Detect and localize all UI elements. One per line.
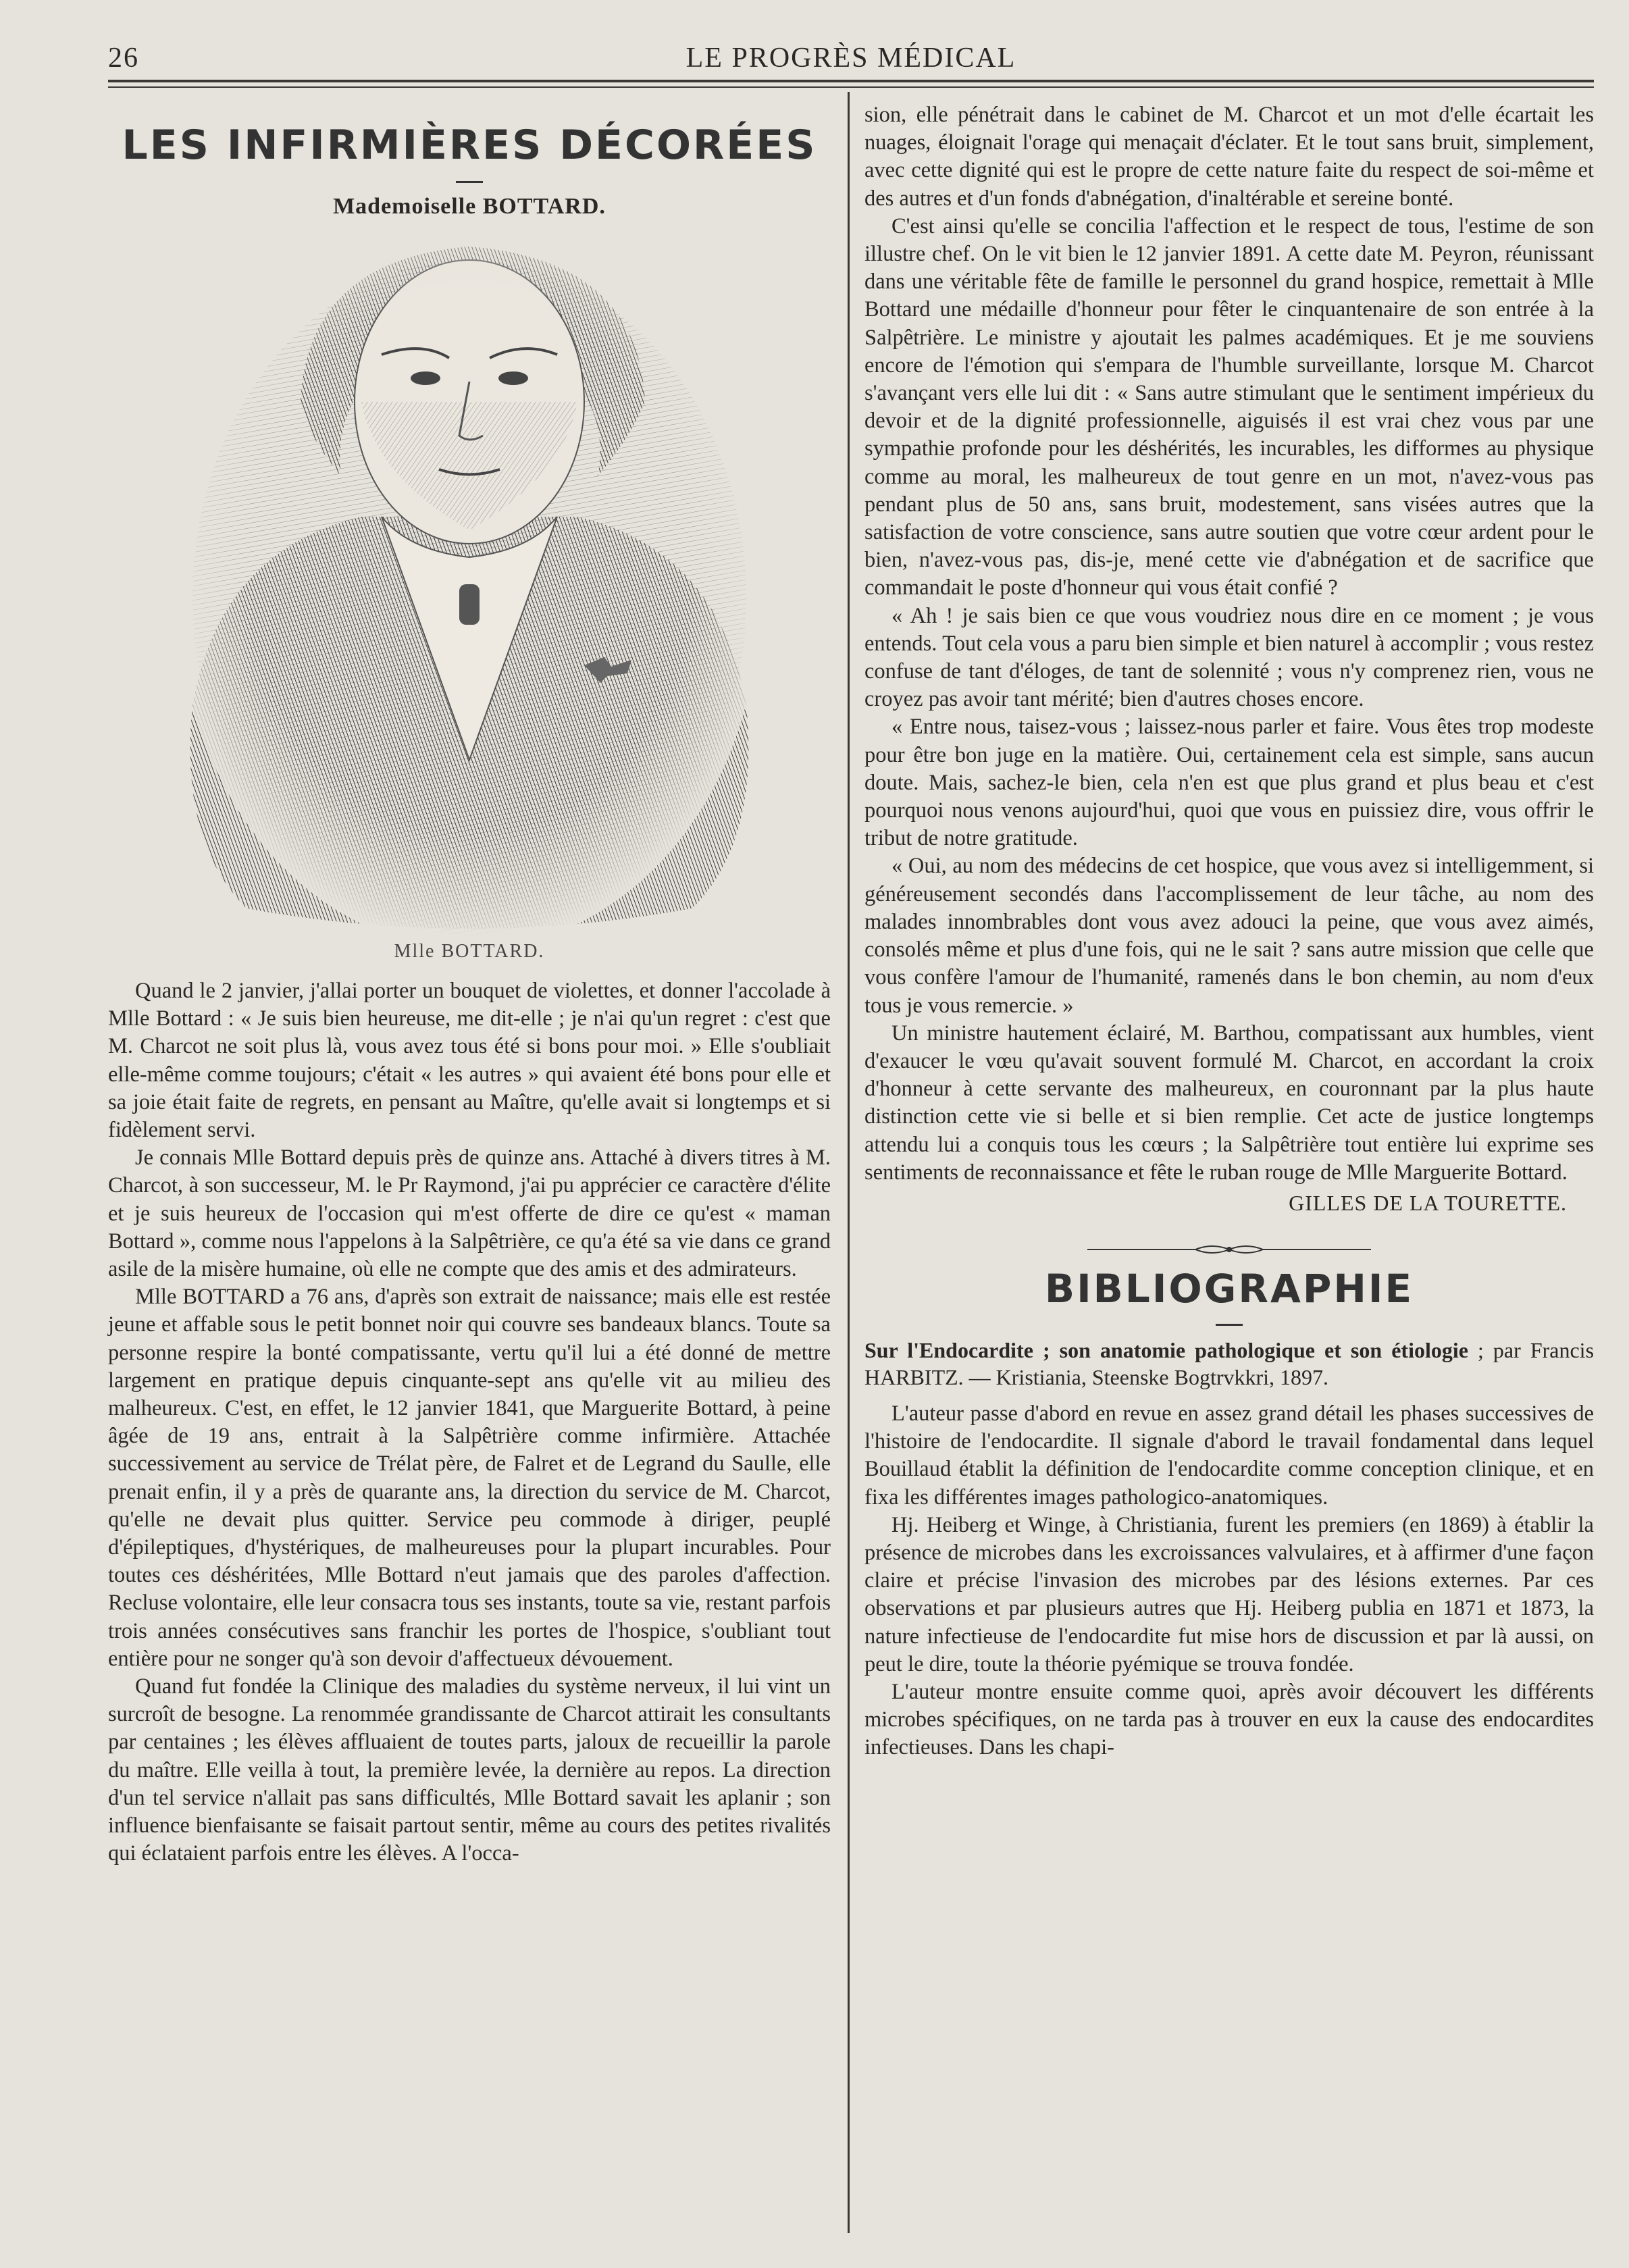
paragraph: Quand le 2 janvier, j'allai porter un bouquet de violettes, et donner l'accolade à Mlle Bottard : « Je suis bien heureuse, me dit-elle ; je n'ai qu'un regret : c'est que M. Charcot ne soit plus là, vous avez tous été si bons pour moi. » Elle s'oubliait elle-même comme toujours; c'était « les autres » qui avaient été bons pour elle et sa joie était faite de regrets, en pensant au Maître, qu'elle avait si longtemps et si fidèlement servi. — [108, 979, 831, 1143]
title-dash — [456, 181, 483, 183]
paragraph: Un ministre hautement éclairé, M. Barthou, compatissant aux humbles, vient d'exaucer le vœu qu'avait souvent formulé M. Charcot, en accordant la croix d'honneur à cette servante des malheureux, en couronnant par la plus haute distinction cette vie si belle et si bien remplie. Cet acte de justice longtemps attendu lui a conquis tous les cœurs ; la Salpêtrière tout entière lui exprime ses sentiments de reconnaissance et fête le ruban rouge de Mlle Marguerite Bottard. — [864, 1021, 1594, 1185]
reference-title: Sur l'Endocardite ; son anatomie pathologique et son étiologie — [864, 1337, 1468, 1362]
paragraph: L'auteur passe d'abord en revue en assez grand détail les phases successives de l'histoire de l'endocardite. Il signale d'abord le travail fondamental dans lequel Bouillaud établit la définition de l'endocardite comme conception clinique, et en fixa les différentes images pathologico-anatomiques. — [864, 1401, 1594, 1510]
paragraph: Quand fut fondée la Clinique des maladies du système nerveux, il lui vint un surcroît de besogne. La renommée grandissante de Charcot attirait les consultants par centaines ; les élèves affluaient de toutes parts, jaloux de recueillir la parole du maître. Elle veilla à tout, la première levée, la dernière au repos. La direction d'un tel service n'allait pas sans difficultés, Mlle Bottard savait les aplanir ; son influence bienfaisante se faisait partout sentir, même au cours des petites rivalités qui éclataient parfois entre les élèves. A l'occa- — [108, 1674, 831, 1866]
paragraph: L'auteur montre ensuite comme quoi, après avoir découvert les différents microbes spécifiques, on ne tarda pas à trouver en eux la cause des endocardites infectieuses. Dans les chapi- — [864, 1679, 1594, 1760]
article-title: LES INFIRMIÈRES DÉCORÉES — [122, 122, 817, 169]
reference-details: ; par Francis HARBITZ. — Kristiania, Steenske Bogtrvkkri, 1897. — [864, 1337, 1595, 1389]
article-subtitle: Mademoiselle BOTTARD. — [333, 194, 606, 219]
title-dash — [1216, 1324, 1243, 1326]
paragraph: Mlle BOTTARD a 76 ans, d'après son extrait de naissance; mais elle est restée jeune et affable sous le petit bonnet noir qui couvre ses bandeaux blancs. Toute sa personne respire la bonté compatissante, vertu qu'il lui a été donné de mettre largement en pratique depuis cinquante-sept ans qu'elle vit au milieu des malheureux. C'est, en effet, le 12 janvier 1841, que Marguerite Bottard, à peine âgée de 19 ans, entrait à la Salpêtrière comme infirmière. Attachée successivement au service de Trélat père, de Falret et de Legrand du Saulle, elle prenait enfin, il y a près de quarante ans, la direction du service de M. Charcot, qu'elle ne devait plus quitter. Service peu commode à diriger, peuplé d'épileptiques, d'hystériques, de malheureuses pour la plupart incurables. Pour toutes ces déshéritées, Mlle Bottard n'eut jamais que des paroles d'affection. Recluse volontaire, elle leur consacra tous ses instants, toute sa vie, restant parfois trois années consécutives sans franchir les portes de l'hospice, s'oubliant tout entière pour ne songer qu'à son devoir d'affectueux dévouement. — [108, 1285, 831, 1671]
column-divider — [848, 92, 850, 2233]
paragraph: Hj. Heiberg et Winge, à Christiania, furent les premiers (en 1869) à établir la présence de microbes dans les excroissances valvulaires, et à affirmer d'une façon claire et précise l'invasion des microbes par des lésions externes. Par ces observations et par plusieurs autres que Hj. Heiberg publia en 1871 et 1873, la nature infectieuse de l'endocardite fut mise hors de discussion et par là aussi, on peut le dire, toute la théorie pyémique se trouva fondée. — [864, 1512, 1594, 1676]
paragraph: C'est ainsi qu'elle se concilia l'affection et le respect de tous, l'estime de son illustre chef. On le vit bien le 12 janvier 1891. A cette date M. Peyron, réunissant dans une véritable fête de famille le personnel du grand hospice, remettait à Mlle Bottard une médaille d'honneur pour fêter le cinquantenaire de son entrée à la Salpêtrière. Le ministre y ajoutait les palmes académiques. Et je me souviens encore de l'émotion qui s'empara de l'humble surveillante, lorsque M. Charcot s'avançant vers elle lui dit : « Sans autre stimulant que le sentiment impérieux du devoir et de la dignité professionnelle, aiguisés il est vrai chez vous par une sympathie profonde pour les déshérités, les incurables, les difformes au physique comme au moral, les malheureux de tout genre en un mot, n'avez-vous pas pendant plus de 50 ans, sans bruit, modestement, sans visées autres que la satisfaction de votre conscience, sans autre soutien que votre cœur ardent pour le bien, n'avez-vous pas, dis-je, mené cette vie d'abnégation et de sacrifice que commandait le poste d'honneur qui vous était confié ? — [864, 213, 1594, 600]
paragraph: Je connais Mlle Bottard depuis près de quinze ans. Attaché à divers titres à M. Charcot, à son successeur, M. le Pr Raymond, j'ai pu apprécier ce caractère d'élite et je suis heureux de l'occasion qui m'est offerte de dire ce qu'est « maman Bottard », comme nous l'appelons à la Salpêtrière, ce qu'a été sa vie dans ce grand asile de la misère humaine, où elle ne compte que des amis et des admirateurs. — [108, 1145, 831, 1282]
ornament-divider — [1087, 1243, 1371, 1256]
paragraph: « Oui, au nom des médecins de cet hospice, que vous avez si intelligemment, si généreusement secondés dans l'accomplissement de leur tâche, au nom des malades innombrables dont vous avez adouci la peine, que vous avez aimés, consolés même et plus d'une fois, qui ne le sait ? sans autre mission que celle que vous confère l'amour de l'humanité, ramenés dans le bon chemin, au nom d'eux tous je vous remercie. » — [864, 854, 1594, 1018]
header-rule-thin — [108, 86, 1594, 88]
paragraph: sion, elle pénétrait dans le cabinet de M. Charcot et un mot d'elle écartait les nuages, éloignait l'orage qui menaçait d'éclater. Et le tout sans bruit, simplement, avec cette dignité qui est le propre de cette nature faite du respect de soi-même et des autres et d'un fonds d'abnégation, d'inaltérable et sereine bonté. — [864, 103, 1594, 211]
page-number: 26 — [108, 43, 139, 74]
paragraph: « Ah ! je sais bien ce que vous voudriez nous dire en ce moment ; je vous entends. Tout cela vous a paru bien simple et bien naturel à accomplir ; vous restez confuse de tant d'éloges, de tant de solennité ; vous n'y comprenez rien, vous ne croyez pas avoir tant mérité; bien d'autres choses encore. — [864, 603, 1594, 712]
portrait-caption: Mlle BOTTARD. — [394, 941, 545, 962]
portrait-engraving — [179, 233, 760, 935]
left-column — [108, 101, 831, 1868]
section-title: BIBLIOGRAPHIE — [1044, 1265, 1414, 1312]
paragraph: « Entre nous, taisez-vous ; laissez-nous parler et faire. Vous êtes trop modeste pour être bon juge en la matière. Oui, certainement cela est simple, sans aucun doute. Mais, sachez-le bien, cela n'en est que plus grand et plus beau et c'est pourquoi nous venons aujourd'hui, quoi que vous en puissiez dire, vous offrir le tribut de notre gratitude. — [864, 715, 1594, 851]
author-signature: GILLES DE LA TOURETTE. — [1289, 1190, 1567, 1215]
right-column — [864, 101, 1594, 1762]
page-header — [108, 42, 1594, 76]
bibliography-reference — [864, 1337, 1594, 1391]
journal-title: LE PROGRÈS MÉDICAL — [686, 43, 1016, 74]
header-rule-thick — [108, 80, 1594, 82]
